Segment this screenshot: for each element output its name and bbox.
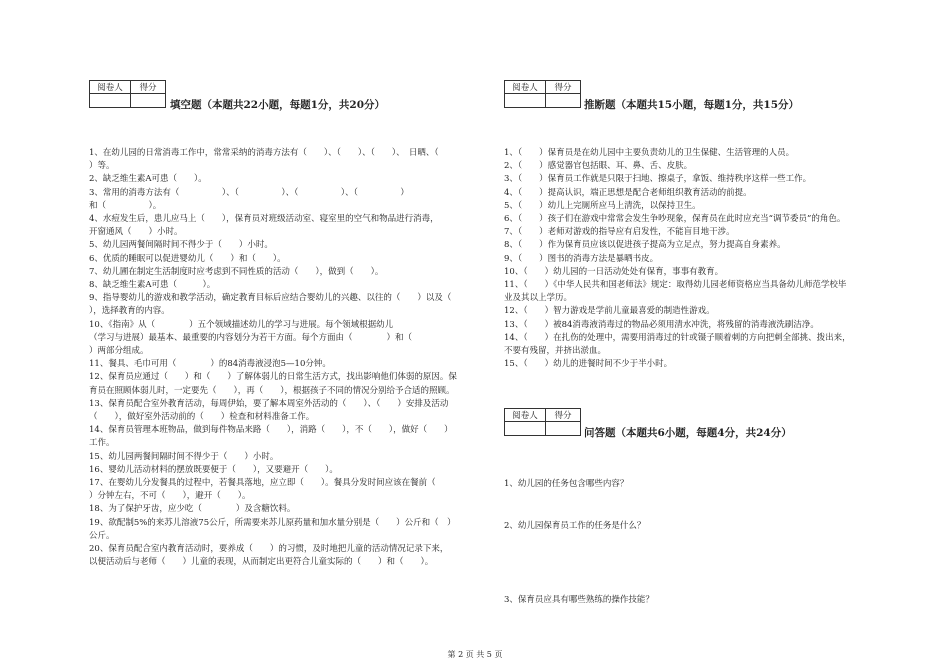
question-line: 15、幼儿园两餐间隔时间不得少于（ ）小时。 (89, 451, 279, 462)
question-line: 11、（ ）《中华人民共和国老师法》规定：取得幼儿园老师资格应当具备幼儿师范学校毕 (504, 280, 847, 291)
question-line: （学习与进展）最基本、最重要的内容划分为若干方面。每个方面由（ ）和（ (89, 332, 413, 343)
reviewer-cell (90, 94, 131, 108)
reviewer-cell (505, 422, 546, 436)
score-cell (546, 422, 581, 436)
score-label: 得分 (131, 81, 166, 94)
question-line: 18、为了保护牙齿，应少吃（ ）及含糖饮料。 (89, 504, 296, 515)
question-line: 12、（ ）智力游戏是学前儿童最喜爱的制造性游戏。 (504, 306, 715, 317)
question-line: 14、保育员管理本班物品，做到每件物品来路（ ），消路（ ），不（ ），做好（ ） (89, 425, 453, 436)
reviewer-cell (505, 94, 546, 108)
question-line: 5、幼儿园两餐间隔时间不得少于（ ）小时。 (89, 240, 273, 251)
qa-title: 问答题（本题共6小题，每题4分，共24分） (584, 427, 792, 439)
question-line: 1、在幼儿园的日常消毒工作中，常常采纳的消毒方法有（ ）、（ ）、（ ）、 日晒、（ (89, 148, 439, 158)
question-line: 17、在婴幼儿分发餐具的过程中，若餐具落地，应立即（ ）。餐具分发时间应该在餐前（ (89, 478, 436, 489)
question-line: 9、（ ）图书的消毒方法是暴晒书皮。 (504, 253, 659, 264)
judgment-questions (504, 147, 851, 371)
score-label: 得分 (546, 81, 581, 94)
question-line: 12、保育员应通过（ ）和（ ）了解体弱儿的日常生活方式，找出影响他们体弱的原因。保 (89, 372, 457, 383)
question-line: 2、缺乏维生素A可患（ ）。 (89, 174, 207, 185)
question-line: 7、（ ）老师对游戏的指导应有启发性，不能盲目地干涉。 (504, 227, 735, 238)
question-line: 开窗通风（ ）小时。 (89, 227, 183, 238)
question-line: 7、幼儿圃在制定生活制度时应考虑到不同性质的活动（ ），做到（ ）。 (89, 266, 384, 277)
score-label: 得分 (546, 409, 581, 422)
question-line: 10、（ ）幼儿园的一日活动处处有保育，事事有教育。 (504, 266, 724, 277)
fill-blank-score-box (89, 80, 166, 108)
question-line: 和（ ）。 (89, 200, 162, 211)
question-line: 6、优质的睡眠可以促进婴幼儿（ ）和（ ）。 (89, 253, 286, 264)
reviewer-label: 阅卷人 (505, 409, 546, 422)
question-line: 工作。 (89, 438, 115, 449)
question-line: 4、（ ）提高认识，端正思想是配合老师组织教育活动的前提。 (504, 187, 752, 198)
question-line: 2、（ ）感觉器官包括眼、耳、鼻、舌、皮肤。 (504, 161, 693, 172)
question-line: 不要有残留，并挤出淤血。 (504, 346, 607, 357)
reviewer-label: 阅卷人 (505, 81, 546, 94)
question-line: 3、常用的消毒方法有（ ）、（ ）、（ ）、（ ） (89, 187, 409, 198)
qa-question-3: 3、保育员应具有哪些熟练的操作技能？ (504, 595, 654, 605)
question-line: 5、（ ）幼儿上完厕所应马上清洗，以保持卫生。 (504, 200, 701, 211)
question-line: 育员在照顾体弱儿时，一定要先（ ），再（ ），根据孩子不同的情况分别给予合适的照顾。 (89, 385, 455, 396)
page-footer: 第 2 页 共 5 页 (447, 650, 503, 659)
question-line: 6、（ ）孩子们在游戏中常常会发生争吵现象，保育员在此时应充当“调节委员”的角色。 (504, 214, 846, 225)
judgment-title: 推断题（本题共15小题，每题1分，共15分） (584, 99, 800, 111)
question-line: 8、缺乏维生素A可患（ ）。 (89, 280, 216, 291)
score-cell (131, 94, 166, 108)
question-line: 19、欲配制5%的来苏儿溶液75公斤，所需要来苏儿原药量和加水量分别是（ ）公斤和（ ） (89, 517, 456, 528)
qa-question-2: 2、幼儿园保育员工作的任务是什么？ (504, 521, 646, 531)
question-line: ）等。 (89, 161, 115, 172)
qa-score-box (504, 408, 581, 436)
question-line: 1、（ ）保育员是在幼儿园中主要负责幼儿的卫生保健、生活管理的人员。 (504, 148, 795, 158)
fill-blank-questions (89, 147, 457, 570)
question-line: 16、婴幼儿活动材料的摆放既要便于（ ），又要避开（ ）。 (89, 464, 338, 475)
question-line: 14、（ ）在扎伤的处理中，需要用消毒过的针或镊子顺着刺的方向把刺全部挑、拨出来， (504, 332, 851, 343)
question-line: 20、保育员配合室内教育活动时，要养成（ ）的习惯，及时地把儿童的活动情况记录下来， (89, 544, 449, 555)
question-line: 11、餐具、毛巾可用（ ）的84消毒液浸泡5—10分钟。 (89, 359, 331, 370)
question-line: （ ），做好室外活动前的（ ）检查和材料准备工作。 (89, 412, 315, 423)
question-line: 8、（ ）作为保育员应该以促进孩子提高为立足点，努力提高自身素养。 (504, 240, 786, 251)
question-line: 13、保育员配合室外教育活动，每周伊始，要了解本周室外活动的（ ）、（ ）安排及活动 (89, 398, 449, 409)
judgment-score-box (504, 80, 581, 108)
question-line: 以便活动后与老师（ ）儿童的表现，从而制定出更符合儿童实际的（ ）和（ ）。 (89, 557, 434, 568)
question-line: 10、《指南》从（ ）五个领域描述幼儿的学习与进展。每个领域根据幼儿 (89, 319, 394, 330)
question-line: 13、（ ）被84消毒液消毒过的物品必须用清水冲洗，将残留的消毒液洗刷洁净。 (504, 319, 819, 330)
reviewer-label: 阅卷人 (90, 81, 131, 94)
question-line: 3、（ ）保育员工作就是只限于扫地、擦桌子，拿饭、维持秩序这样一些工作。 (504, 174, 812, 185)
fill-blank-title: 填空题（本题共22小题，每题1分，共20分） (170, 99, 386, 111)
qa-question-1: 1、幼儿园的任务包含哪些内容？ (504, 479, 629, 489)
question-line: ）分钟左右，不可（ ），避开（ ）。 (89, 491, 251, 502)
question-line: ），选择教育的内容。 (89, 306, 170, 317)
question-line: 4、水痘发生后，患儿应马上（ ），保育员对班级活动室、寝室里的空气和物品进行消毒， (89, 214, 439, 225)
question-line: 业及其以上学历。 (504, 293, 573, 304)
question-line: 公斤。 (89, 530, 115, 541)
question-line: 15、（ ）幼儿的进餐时间不少于半小时。 (504, 359, 673, 370)
question-line: ）两部分组成。 (89, 346, 149, 357)
question-line: 9、指导婴幼儿的游戏和教学活动，确定教育目标后应结合婴幼儿的兴趣、以往的（ ）以及（ (89, 293, 452, 304)
score-cell (546, 94, 581, 108)
